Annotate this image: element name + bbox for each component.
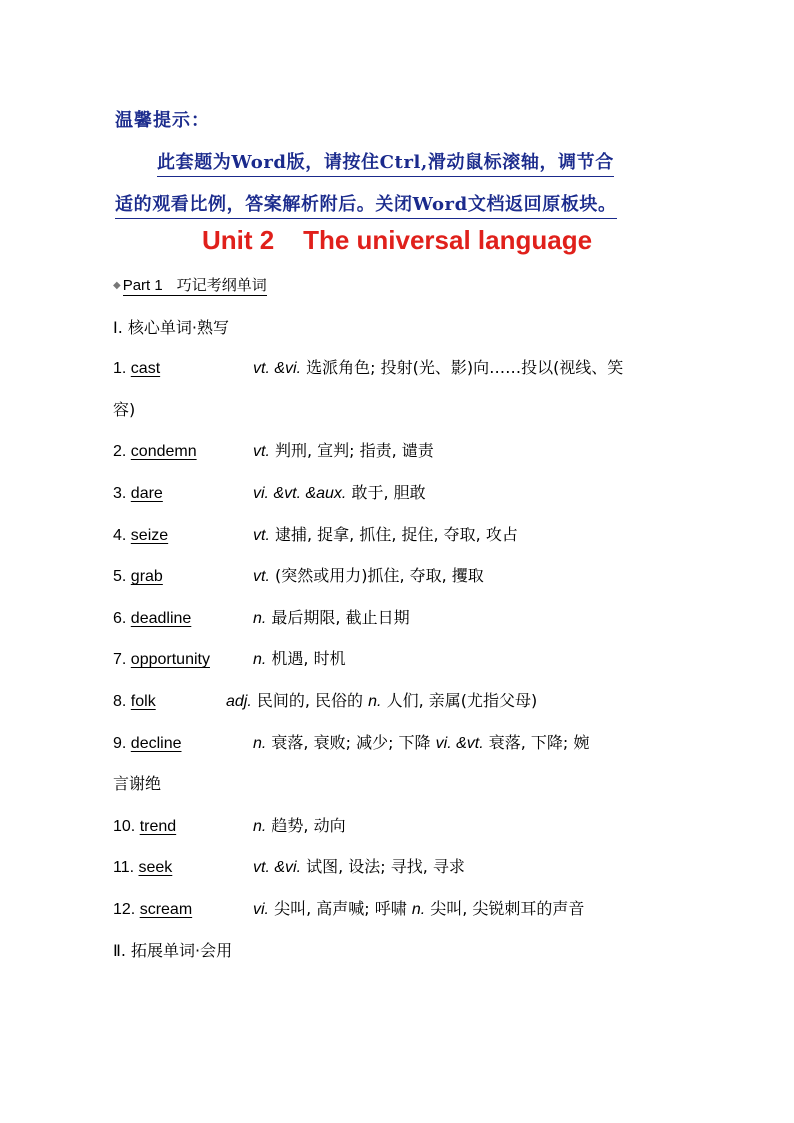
vocab-entry-10: 10. trend n. 趋势, 动向 <box>113 816 346 835</box>
definition: 民间的, 民俗的 <box>251 691 369 710</box>
part-of-speech: vt. <box>253 443 270 460</box>
vocab-entry-11: 11. seek vt. &vi. 试图, 设法; 寻找, 寻求 <box>113 857 465 876</box>
definition: 机遇, 时机 <box>266 649 346 668</box>
vocab-entry-8: 8. folk adj. 民间的, 民俗的 n. 人们, 亲属(尤指父母) <box>113 691 538 710</box>
vocab-entry-2: 2. condemn vt. 判刑, 宣判; 指责, 谴责 <box>113 441 434 460</box>
part-heading <box>113 274 267 295</box>
vocab-word: condemn <box>130 443 197 460</box>
part-of-speech: n. <box>411 901 426 918</box>
part-of-speech: vi. &vt. <box>435 735 484 752</box>
definition: 最后期限, 截止日期 <box>266 608 410 627</box>
part-of-speech: vt. <box>253 568 270 585</box>
part-of-speech: vi. <box>253 901 269 918</box>
definition: (突然或用力)抓住, 夺取, 攫取 <box>269 566 484 585</box>
diamond-bullet-icon: ◆ <box>113 280 121 291</box>
section-heading-extended-words: Ⅱ. 拓展单词·会用 <box>113 941 233 960</box>
vocab-word: trend <box>139 818 177 835</box>
vocab-word: decline <box>130 735 182 752</box>
vocab-word: deadline <box>130 610 192 627</box>
vocab-entry-6: 6. deadline n. 最后期限, 截止日期 <box>113 608 410 627</box>
definition: 尖叫, 高声喊; 呼啸 <box>269 899 412 918</box>
section-heading-core-words: Ⅰ. 核心单词·熟写 <box>113 318 229 337</box>
notice-line-1: 此套题为Word版，请按住Ctrl,滑动鼠标滚轴，调节合 <box>157 148 614 177</box>
vocab-entry-5: 5. grab vt. (突然或用力)抓住, 夺取, 攫取 <box>113 566 484 585</box>
definition: 趋势, 动向 <box>266 816 346 835</box>
vocab-entry-12: 12. scream vi. 尖叫, 高声喊; 呼啸 n. 尖叫, 尖锐刺耳的声音 <box>113 899 585 918</box>
unit-title: Unit 2 The universal language <box>201 225 593 255</box>
part-of-speech: vi. &vt. &aux. <box>253 485 347 502</box>
vocab-entry-3: 3. dare vi. &vt. &aux. 敢于, 胆敢 <box>113 483 426 502</box>
part-of-speech: vt. &vi. <box>253 360 302 377</box>
part-of-speech: adj. <box>226 693 252 710</box>
vocab-word: seek <box>138 859 173 876</box>
notice-line-2: 适的观看比例，答案解析附后。关闭Word文档返回原板块。 <box>115 190 617 219</box>
vocab-entry-7: 7. opportunity n. 机遇, 时机 <box>113 649 346 668</box>
definition: 判刑, 宣判; 指责, 谴责 <box>269 441 434 460</box>
vocab-word: opportunity <box>130 651 210 668</box>
part-of-speech: n. <box>253 735 267 752</box>
definition: 选派角色; 投射(光、影)向……投以(视线、笑 <box>301 358 624 377</box>
vocab-word: dare <box>130 485 163 502</box>
part-title: 巧记考纲单词 <box>176 277 267 294</box>
definition: 尖叫, 尖锐刺耳的声音 <box>425 899 585 918</box>
vocab-word: folk <box>130 693 156 710</box>
definition: 衰落, 下降; 婉 <box>483 733 590 752</box>
part-of-speech: n. <box>368 693 382 710</box>
part-of-speech: n. <box>253 610 267 627</box>
definition: 衰落, 衰败; 减少; 下降 <box>266 733 436 752</box>
part-of-speech: n. <box>253 818 267 835</box>
vocab-entry-4: 4. seize vt. 逮捕, 捉拿, 抓住, 捉住, 夺取, 攻占 <box>113 525 518 544</box>
notice-title: 温馨提示： <box>115 110 210 131</box>
vocab-entry-9: 9. decline n. 衰落, 衰败; 减少; 下降 vi. &vt. 衰落, 下降; 婉 <box>113 733 590 752</box>
part-of-speech: vt. <box>253 527 270 544</box>
part-of-speech: n. <box>253 651 267 668</box>
part-label: Part 1 <box>122 277 163 294</box>
part-of-speech: vt. &vi. <box>253 859 302 876</box>
definition: 人们, 亲属(尤指父母) <box>381 691 538 710</box>
vocab-entry-1-continuation: 容) <box>113 400 136 419</box>
vocab-word: seize <box>130 527 169 544</box>
definition: 逮捕, 捉拿, 抓住, 捉住, 夺取, 攻占 <box>269 525 518 544</box>
vocab-entry-1: 1. cast vt. &vi. 选派角色; 投射(光、影)向……投以(视线、笑 <box>113 358 624 377</box>
vocab-word: cast <box>130 360 161 377</box>
vocab-word: scream <box>139 901 193 918</box>
vocab-word: grab <box>130 568 163 585</box>
definition: 敢于, 胆敢 <box>346 483 426 502</box>
vocab-entry-9-continuation: 言谢绝 <box>113 774 162 793</box>
definition: 试图, 设法; 寻找, 寻求 <box>301 857 465 876</box>
